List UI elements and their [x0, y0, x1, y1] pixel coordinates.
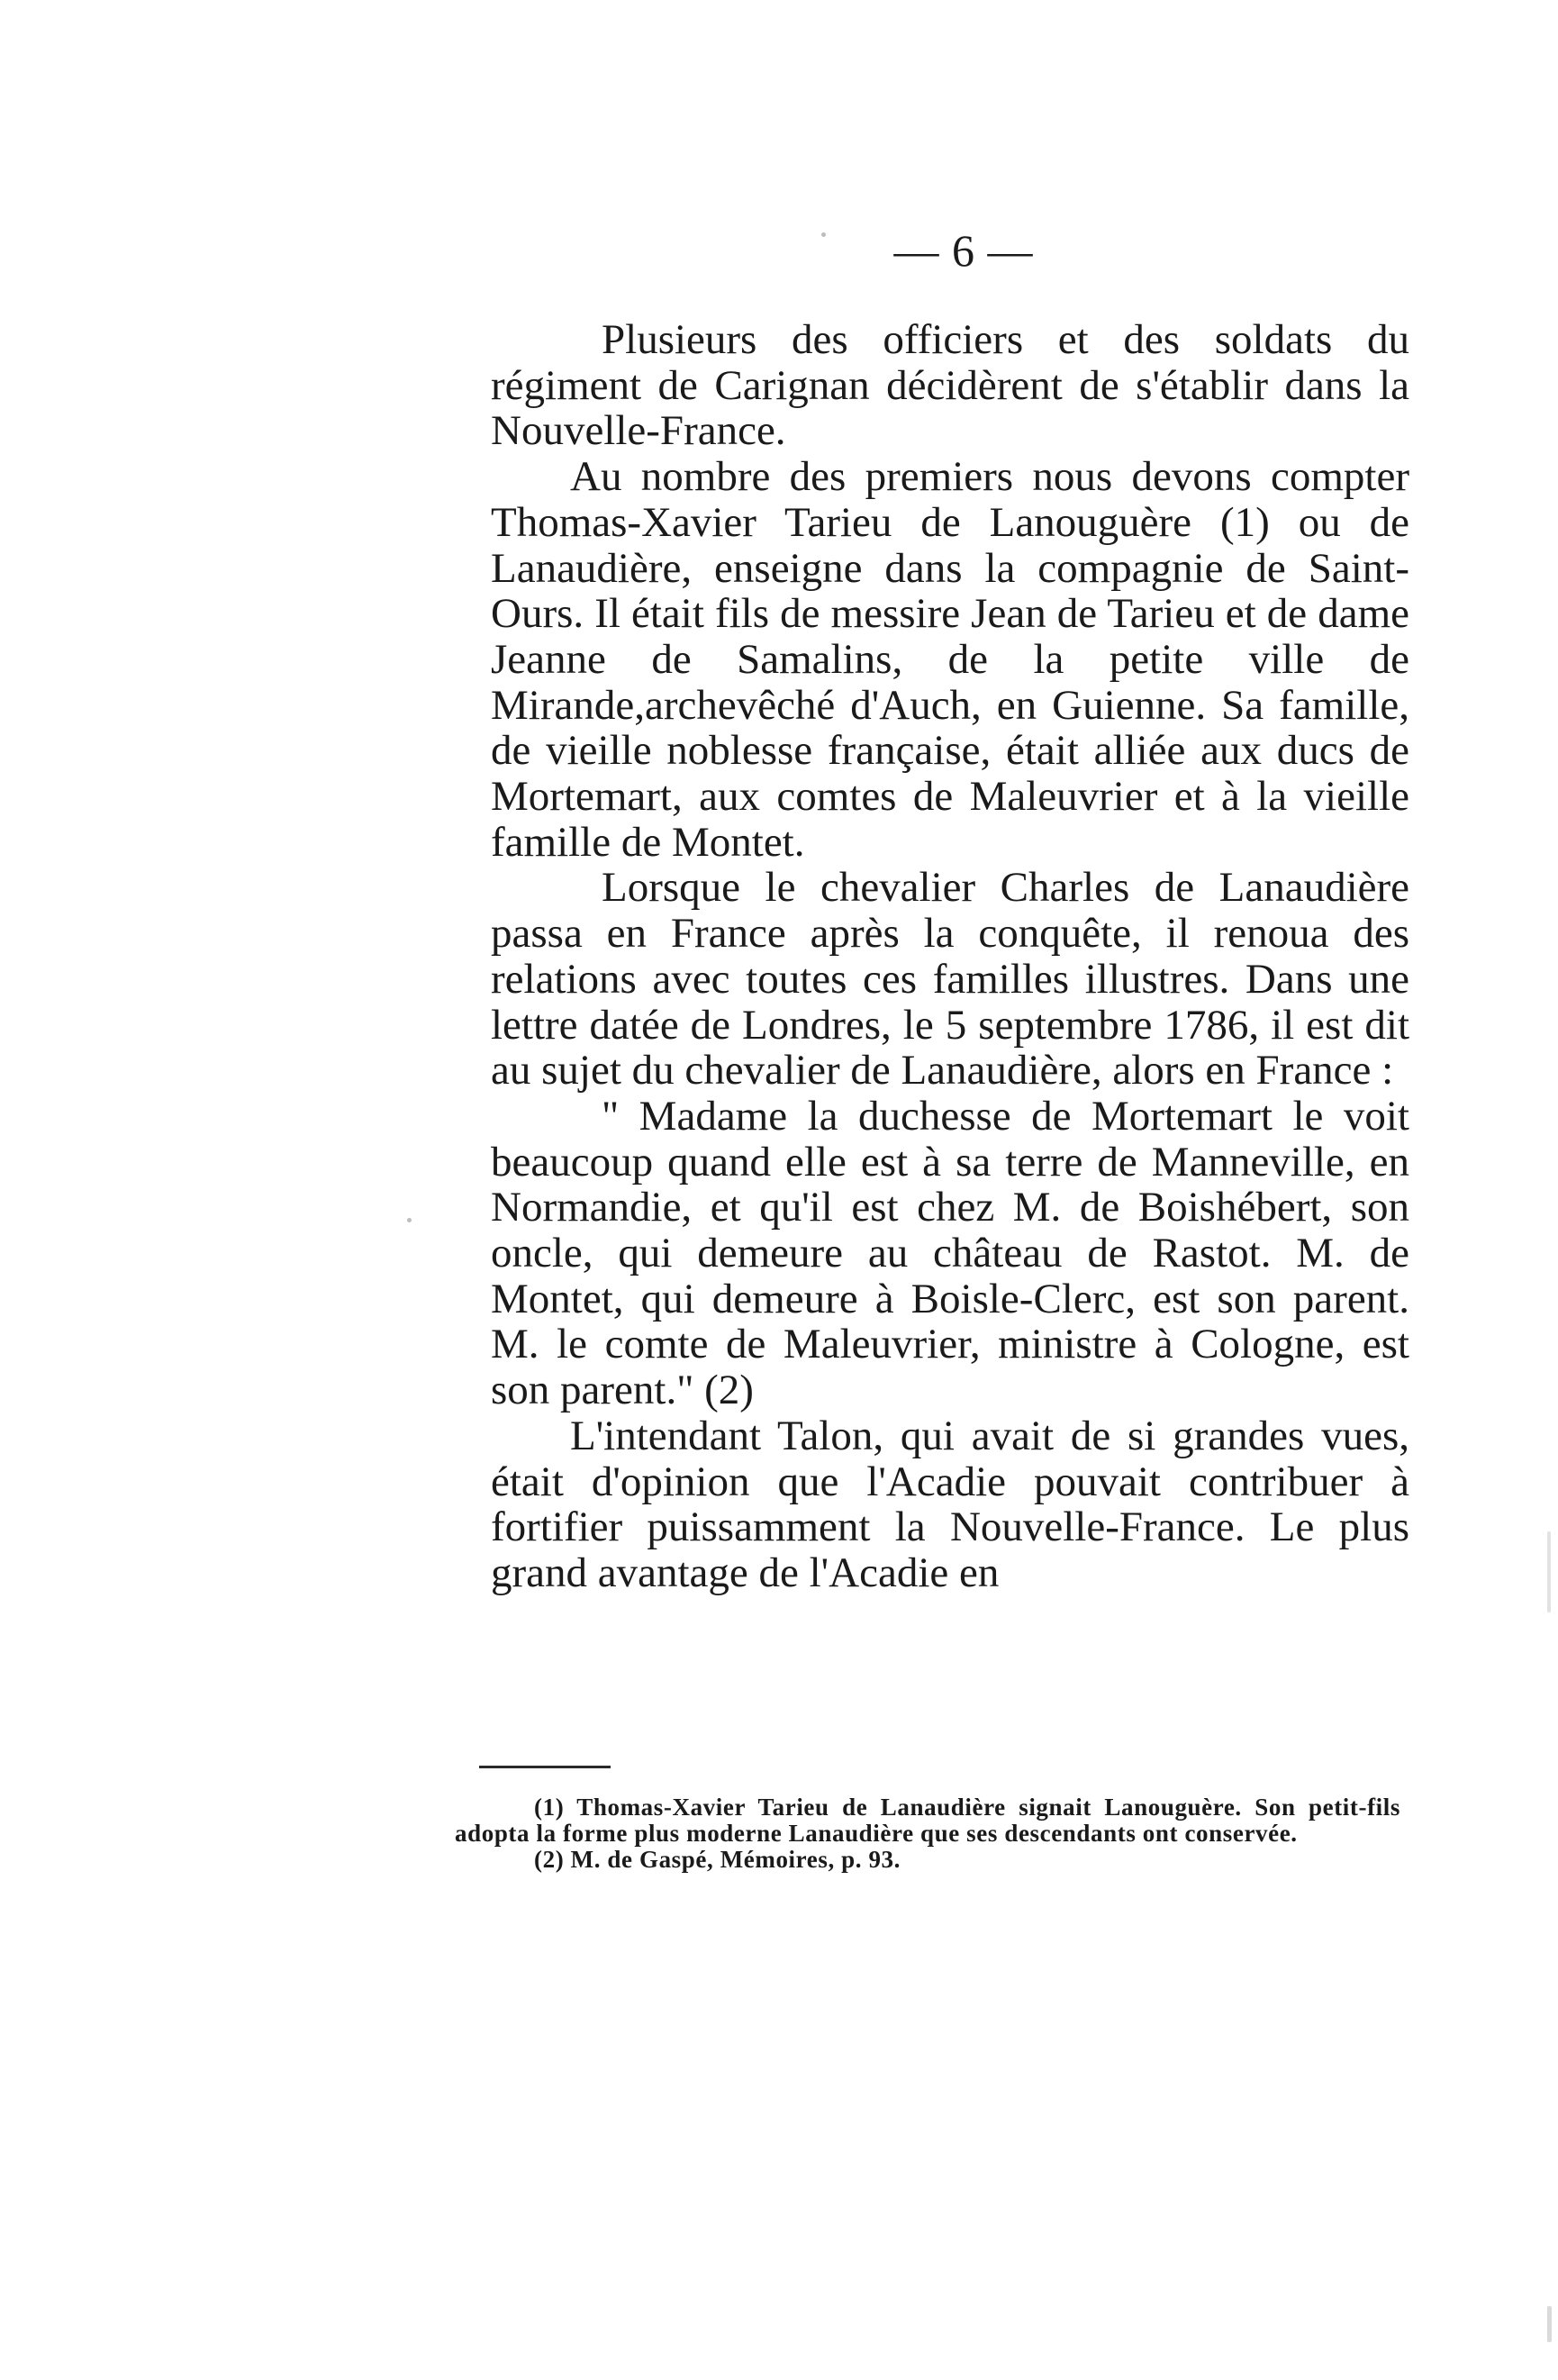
body-text	[491, 317, 1409, 1596]
footnote-2	[455, 1847, 1400, 1873]
footnotes	[455, 1794, 1400, 1873]
paragraph-carignan-soldiers: Plusieurs des officiers et des soldats du régiment de Carignan décidèrent de s'établir dans la Nouvelle-France.	[491, 316, 1409, 455]
quotation-mortemart: " Madame la duchesse de Mortemart le voit beaucoup quand elle est à sa terre de Manneville, en Normandie, et qu'il est chez M. de Boishébert, son oncle, qui demeure au château de Rastot. M. de Montet, qui demeure à Boisle-Clerc, est son parent. M. le comte de Maleuvrier, ministre à Cologne, est son parent." (2)	[491, 1092, 1409, 1414]
scan-speck	[407, 1218, 412, 1222]
footnote-2-prefix: (2) M. de Gaspé,	[534, 1846, 720, 1873]
footnote-2-title: Mémoires	[720, 1846, 829, 1873]
paragraph-tarieu-lanouguere: Au nombre des premiers nous devons compter Thomas-Xavier Tarieu de Lanouguère (1) ou de Lanaudière, enseigne dans la compagnie de Saint-Ours. Il était fils de messire Jean de Tarieu et de dame Jeanne de Samalins, de la petite ville de Mirande,archevêché d'Auch, en Guienne. Sa famille, de vieille noblesse française, était alliée aux ducs de Mortemart, aux comtes de Maleuvrier et à la vieille famille de Montet.	[491, 453, 1409, 866]
paragraph-intendant-talon: L'intendant Talon, qui avait de si grandes vues, était d'opinion que l'Acadie pouvait contribuer à fortifier puissamment la Nouvelle-France. Le plus grand avantage de l'Acadie en	[491, 1412, 1409, 1596]
scan-speck	[821, 232, 826, 237]
footnote-2-suffix: , p. 93.	[828, 1846, 901, 1873]
footnote-1: (1) Thomas-Xavier Tarieu de Lanaudière signait Lanouguère. Son petit-fils adopta la forme plus moderne Lanaudière que ses descendants ont conservée.	[455, 1794, 1400, 1847]
paragraph-chevalier-lanaudiere: Lorsque le chevalier Charles de Lanaudière passa en France après la conquête, il renoua des relations avec toutes ces familles illustres. Dans une lettre datée de Londres, le 5 septembre 1786, il est dit au sujet du chevalier de Lanaudière, alors en France :	[491, 864, 1409, 1095]
scan-speck	[1547, 2306, 1552, 2342]
footnote-divider	[479, 1766, 611, 1768]
scan-speck	[1547, 1531, 1551, 1612]
page-number: — 6 —	[893, 225, 1034, 276]
